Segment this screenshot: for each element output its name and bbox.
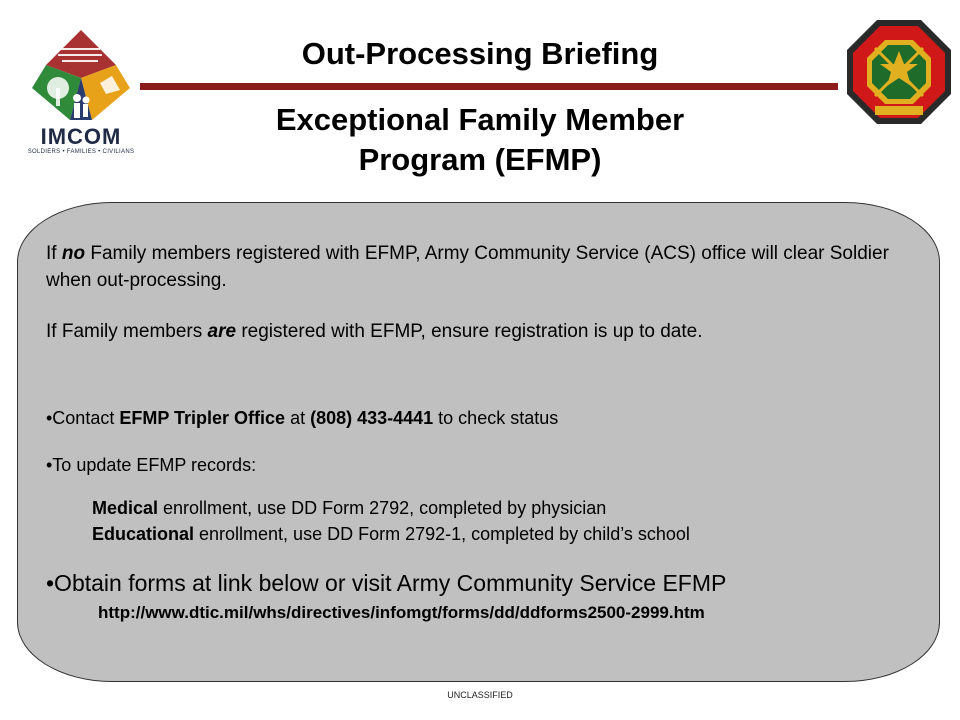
page-subtitle bbox=[200, 100, 760, 180]
imcom-emblem-icon bbox=[20, 28, 142, 128]
p2-post: registered with EFMP, ensure registration is up to date. bbox=[236, 321, 703, 342]
sub-item-educational bbox=[92, 521, 932, 547]
sub1-text: enrollment, use DD Form 2792, completed by physician bbox=[158, 498, 607, 518]
b1-mid: at bbox=[285, 408, 311, 428]
subtitle-line-1: Exceptional Family Member bbox=[275, 102, 685, 137]
bullet-obtain-forms: •Obtain forms at link below or visit Army Community Service EFMP bbox=[46, 570, 727, 596]
sub2-label: Educational bbox=[92, 524, 195, 544]
paragraph-registered bbox=[46, 318, 926, 345]
p1-pre: If bbox=[46, 243, 62, 264]
page-title: Out-Processing Briefing bbox=[301, 36, 659, 71]
b1-phone: (808) 433-4441 bbox=[310, 408, 434, 428]
forms-link[interactable]: http://www.dtic.mil/whs/directives/infomgt/forms/dd/ddforms2500-2999.htm bbox=[98, 603, 705, 622]
b1-pre: •Contact bbox=[46, 408, 120, 428]
army-insignia-icon bbox=[845, 18, 953, 126]
b1-post: to check status bbox=[433, 408, 559, 428]
bullet-contact bbox=[46, 405, 926, 432]
imcom-wordmark: IMCOM bbox=[40, 124, 122, 149]
title-divider bbox=[140, 83, 838, 90]
sub2-text: enrollment, use DD Form 2792-1, completed by child’s school bbox=[194, 524, 690, 544]
p2-emphasis: are bbox=[207, 321, 237, 342]
classification-footer: UNCLASSIFIED bbox=[447, 690, 513, 700]
p1-emphasis: no bbox=[61, 243, 86, 264]
imcom-logo bbox=[20, 28, 142, 158]
army-insignia-logo bbox=[845, 18, 953, 126]
sub-item-medical bbox=[92, 495, 932, 521]
sub1-label: Medical bbox=[92, 498, 159, 518]
b1-office: EFMP Tripler Office bbox=[119, 408, 286, 428]
paragraph-no-registration bbox=[46, 240, 926, 294]
p1-post: Family members registered with EFMP, Army Community Service (ACS) office will clear Soldier when out-processing. bbox=[46, 243, 889, 291]
subtitle-line-2: Program (EFMP) bbox=[358, 142, 602, 177]
bullet-update-records: •To update EFMP records: bbox=[46, 455, 257, 475]
imcom-tagline: SOLDIERS • FAMILIES • CIVILIANS bbox=[27, 149, 135, 155]
p2-pre: If Family members bbox=[46, 321, 208, 342]
